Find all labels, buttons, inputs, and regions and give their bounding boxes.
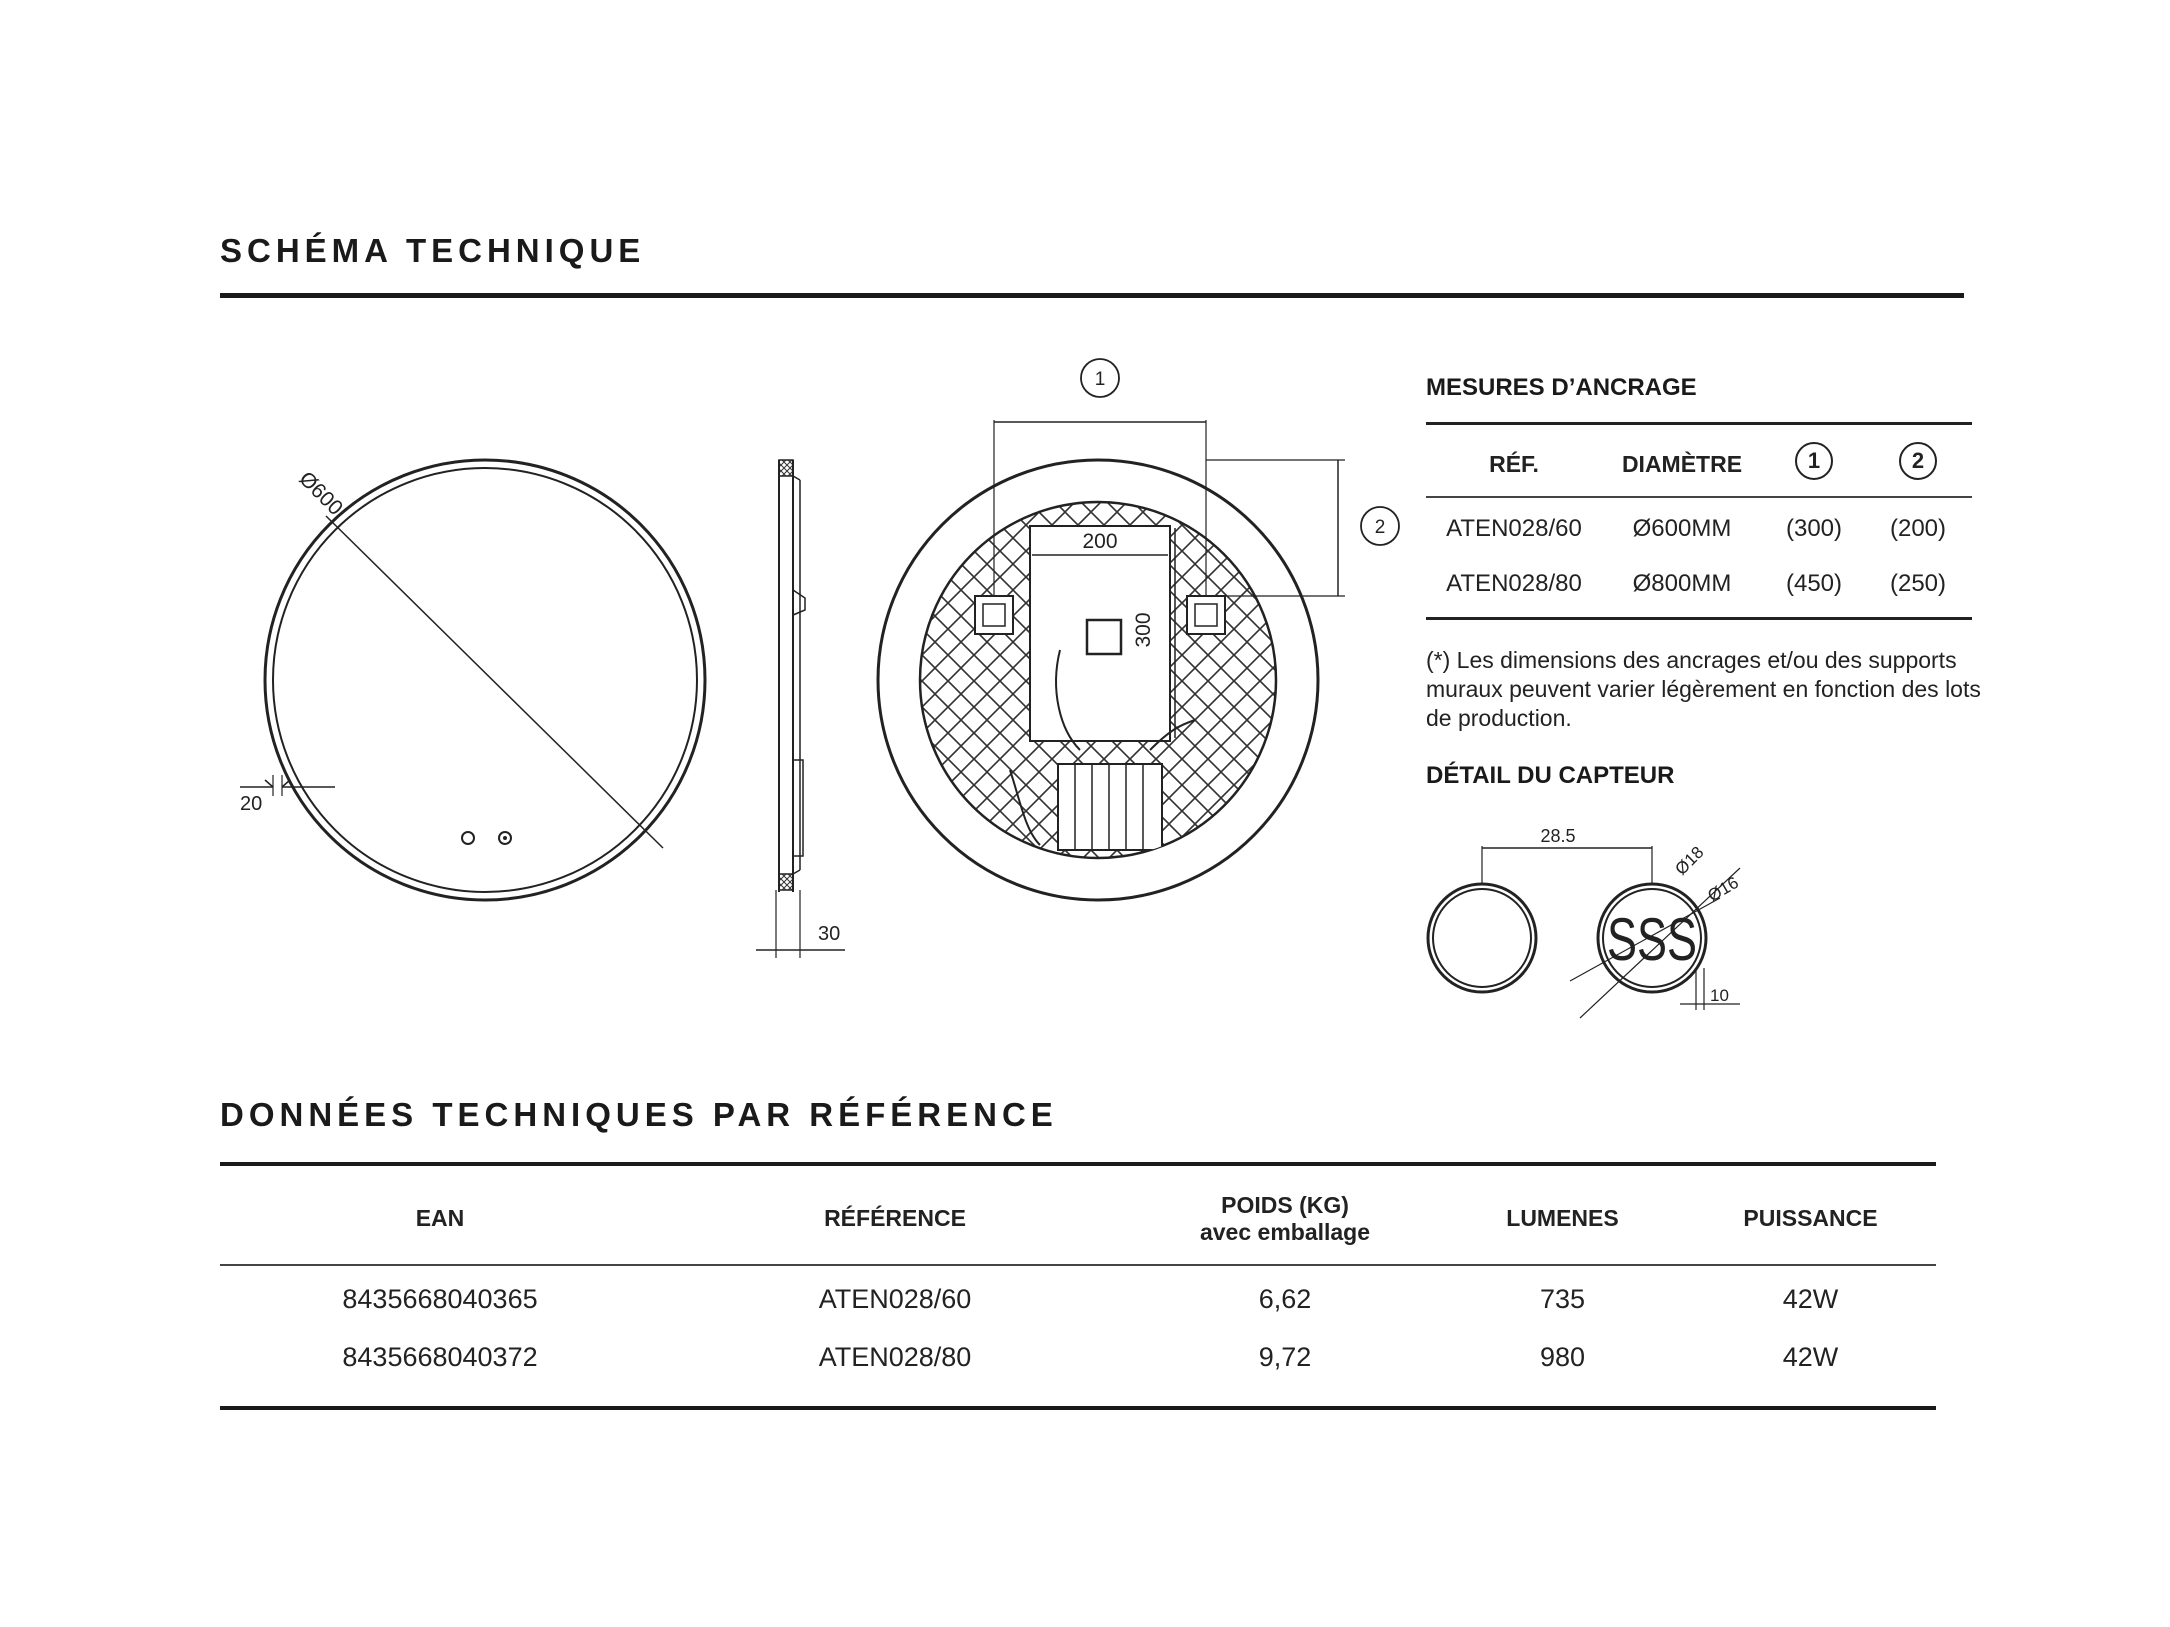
tech-table-rule-bottom [220,1406,1936,1410]
data-title-rule [220,1162,1936,1166]
front-diameter-line [326,516,663,848]
tech-row-2-power: 42W [1782,1342,1839,1372]
sensor-dot-left [462,832,474,844]
sensor-drawing [1420,818,1780,1028]
front-diameter-label: Ø600 [294,467,348,520]
anchoring-rule-top [1426,422,1972,425]
anchoring-rule-mid [1426,496,1972,498]
anchoring-note: (*) Les dimensions des ancrages et/ou des supports muraux peuvent varier légèrement en fonction des lots de production. [1426,647,1981,731]
tech-row-1-lumens: 735 [1539,1284,1586,1314]
front-view [240,460,705,900]
tech-header-power: PUISSANCE [1743,1205,1878,1231]
anchoring-row-1-c2: (200) [1889,515,1947,542]
back-height-label: 300 [1132,612,1155,648]
sensor-depth-label: 10 [1710,986,1729,1005]
tech-row-2-lumens: 980 [1539,1342,1586,1372]
tech-header-weight [1130,1192,1440,1246]
tech-row-1-reference: ATEN028/60 [818,1284,972,1314]
anchoring-header-col1 [1762,442,1866,480]
circle-number-2-icon: 2 [1899,442,1937,480]
side-depth-label: 30 [818,923,841,945]
tech-header-weight-label: POIDS (KG) [1221,1192,1349,1218]
anchoring-header-diameter: DIAMÈTRE [1621,451,1743,477]
front-mirror-outer [265,460,705,900]
anchoring-row-2-diameter: Ø800MM [1632,570,1732,597]
anchoring-row-1-ref: ATEN028/60 [1446,515,1582,542]
tech-row-1-power: 42W [1782,1284,1839,1314]
anchoring-header-ref: RÉF. [1489,451,1539,477]
back-view [878,359,1399,900]
anchoring-row-2-c1: (450) [1785,570,1843,597]
anchoring-row-1-diameter: Ø600MM [1632,515,1732,542]
tech-row-2-weight: 9,72 [1258,1342,1312,1372]
anchoring-row-1-c1: (300) [1785,515,1843,542]
back-width-label: 200 [1082,530,1118,553]
tech-header-ean: EAN [415,1205,465,1231]
tech-row-1-weight: 6,62 [1258,1284,1312,1314]
tech-row-1-ean: 8435668040365 [342,1284,538,1314]
anchoring-row-2-ref: ATEN028/80 [1446,570,1582,597]
circle-number-1-icon: 1 [1795,442,1833,480]
sensor-outer-diameter-label: Ø18 [1671,842,1708,879]
sensor-symbol: SSS [1607,906,1697,973]
sensor-inner-diameter-label: Ø16 [1704,872,1742,906]
tech-header-lumens: LUMENES [1506,1205,1619,1231]
schema-title: SCHÉMA TECHNIQUE [220,232,646,269]
front-mirror-inner [273,468,697,892]
tech-header-weight-sub: avec emballage [1199,1219,1371,1245]
tech-row-2-ean: 8435668040372 [342,1342,538,1372]
back-marker-1: 1 [1094,369,1106,390]
schema-title-rule [220,293,1964,298]
tech-row-2-reference: ATEN028/80 [818,1342,972,1372]
back-marker-2: 2 [1374,517,1386,538]
data-title: DONNÉES TECHNIQUES PAR RÉFÉRENCE [220,1096,1058,1133]
anchoring-header-col2 [1866,442,1970,480]
tech-table-rule-mid [220,1264,1936,1266]
anchoring-title: MESURES D’ANCRAGE [1426,374,1697,401]
front-edge-label: 20 [240,793,263,815]
sensor-spacing-label: 28.5 [1540,826,1576,846]
anchoring-row-2-c2: (250) [1889,570,1947,597]
side-view [756,460,845,958]
anchoring-rule-bottom [1426,617,1972,620]
tech-header-reference: RÉFÉRENCE [824,1205,966,1231]
sensor-title: DÉTAIL DU CAPTEUR [1426,762,1675,789]
